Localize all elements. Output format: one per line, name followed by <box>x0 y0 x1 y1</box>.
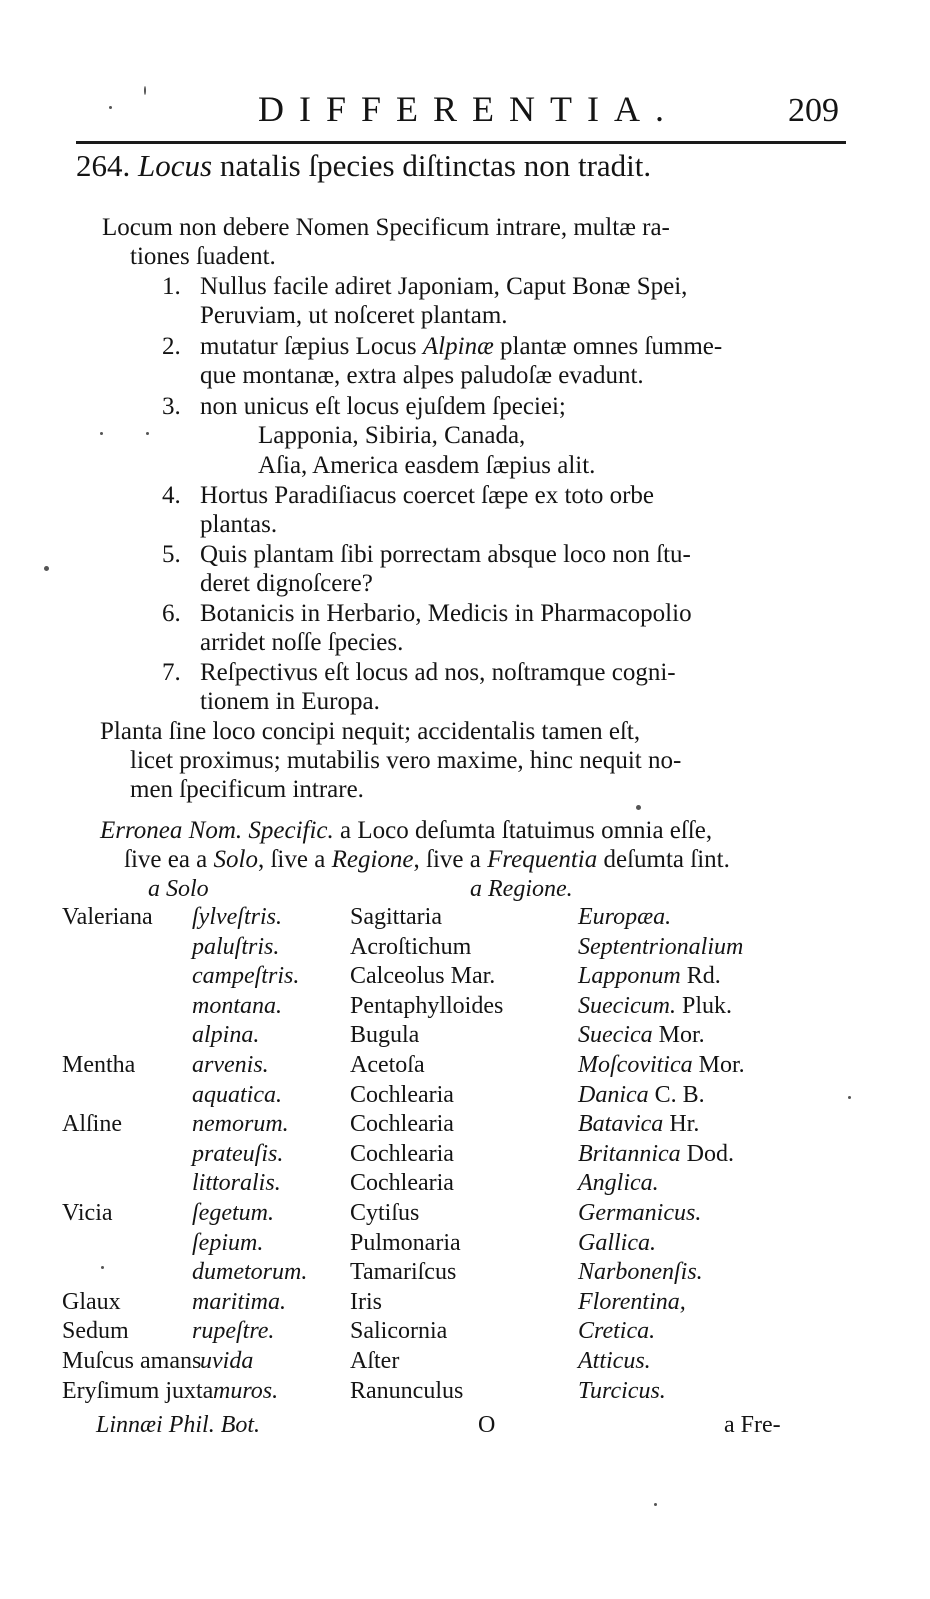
plant-cell: Cytiſus <box>350 1200 420 1226</box>
plant-cell: Calceolus Mar. <box>350 963 496 989</box>
region-epithet-cell: Gallica. <box>578 1230 656 1256</box>
plant-cell: Ranunculus <box>350 1378 464 1404</box>
region-epithet-cell: Turcicus. <box>578 1378 666 1404</box>
genus-cell: Vicia <box>62 1200 113 1226</box>
region-epithet-cell: Lapponum Rd. <box>578 963 721 989</box>
solo-epithet-cell: prateuſis. <box>192 1141 284 1167</box>
plant-cell: Sagittaria <box>350 904 442 930</box>
plant-cell: Tamariſcus <box>350 1259 457 1285</box>
solo-epithet-cell: rupeſtre. <box>192 1318 275 1344</box>
region-epithet-cell: Atticus. <box>578 1348 651 1374</box>
reason-line: Hortus Paradiſiacus coercet ſæpe ex toto orbe <box>200 482 655 509</box>
section-number: 264. <box>76 148 131 183</box>
region-epithet-cell: Danica C. B. <box>578 1082 705 1108</box>
reason-number: 4. <box>162 482 181 509</box>
solo-epithet-cell: dumetorum. <box>192 1259 308 1285</box>
table-head-regione: a Regione. <box>470 876 573 902</box>
solo-epithet-cell: ſegetum. <box>192 1200 274 1226</box>
plant-cell: Iris <box>350 1289 382 1315</box>
solo-epithet-cell: muros. <box>213 1378 279 1404</box>
ink-speck <box>654 1503 657 1506</box>
plant-cell: Cochlearia <box>350 1082 454 1108</box>
solo-epithet-cell: campeſtris. <box>192 963 300 989</box>
genus-cell: Muſcus amans <box>62 1348 202 1374</box>
signature: Linnæi Phil. Bot. <box>96 1412 261 1438</box>
region-epithet-cell: Anglica. <box>578 1170 659 1196</box>
reason-line: Peruviam, ut noſceret plantam. <box>200 302 508 329</box>
solo-epithet-cell: maritima. <box>192 1289 287 1315</box>
erronea-line-1: Erronea Nom. Specific. a Loco deſumta ſtatuimus omnia eſſe, <box>100 817 713 844</box>
region-epithet-cell: Moſcovitica Mor. <box>578 1052 745 1078</box>
solo-epithet-cell: arvenis. <box>192 1052 269 1078</box>
reason-line: Quis plantam ſibi porrectam absque loco non ſtu- <box>200 541 691 568</box>
reason-number: 7. <box>162 659 181 686</box>
ink-speck <box>144 86 146 95</box>
genus-cell: Mentha <box>62 1052 136 1078</box>
page-number: 209 <box>788 92 839 129</box>
running-head: DIFFERENTIA. <box>258 89 679 129</box>
section-rest: natalis ſpecies diſtinctas non tradit. <box>212 148 652 183</box>
reason-number: 6. <box>162 600 181 627</box>
plant-cell: Pentaphylloides <box>350 993 504 1019</box>
reason-number: 5. <box>162 541 181 568</box>
reason-number: 2. <box>162 333 181 360</box>
plant-cell: Cochlearia <box>350 1170 454 1196</box>
plant-cell: Pulmonaria <box>350 1230 461 1256</box>
ink-speck <box>100 432 103 435</box>
plant-cell: Cochlearia <box>350 1111 454 1137</box>
plant-cell: Bugula <box>350 1022 420 1048</box>
section-term: Locus <box>138 148 213 183</box>
intro-line-2: tiones ſuadent. <box>130 243 276 270</box>
region-epithet-cell: Florentina, <box>578 1289 686 1315</box>
genus-cell: Alſine <box>62 1111 122 1137</box>
region-epithet-cell: Suecica Mor. <box>578 1022 705 1048</box>
reason-number: 1. <box>162 273 181 300</box>
reason-line: Botanicis in Herbario, Medicis in Pharmacopolio <box>200 600 692 627</box>
solo-epithet-cell: littoralis. <box>192 1170 281 1196</box>
genus-cell: Glaux <box>62 1289 121 1315</box>
signature-mark: O <box>478 1412 496 1438</box>
region-epithet-cell: Europæa. <box>578 904 672 930</box>
region-epithet-cell: Suecicum. Pluk. <box>578 993 732 1019</box>
region-epithet-cell: Septentrionalium <box>578 934 744 960</box>
ink-speck <box>109 106 112 109</box>
solo-epithet-cell: uvida <box>200 1348 254 1374</box>
plant-cell: Acetoſa <box>350 1052 425 1078</box>
catchword: a Fre- <box>724 1412 781 1438</box>
intro-line-1: Locum non debere Nomen Specificum intrare, multæ ra- <box>102 214 670 241</box>
solo-epithet-cell: ſylveſtris. <box>192 904 282 930</box>
ink-speck <box>636 805 641 810</box>
conclusion-line: Planta ſine loco concipi nequit; accidentalis tamen eſt, <box>100 718 641 745</box>
reason-line: tionem in Europa. <box>200 688 380 715</box>
genus-cell: Sedum <box>62 1318 129 1344</box>
header-rule <box>76 141 846 144</box>
plant-cell: Salicornia <box>350 1318 448 1344</box>
ink-speck <box>44 566 49 571</box>
plant-cell: Acroſtichum <box>350 934 472 960</box>
table-head-solo: a Solo <box>148 876 209 902</box>
reason-line: non unicus eſt locus ejuſdem ſpeciei; <box>200 393 566 420</box>
genus-cell: Valeriana <box>62 904 153 930</box>
reason-line: Reſpectivus eſt locus ad nos, noſtramque cogni- <box>200 659 676 686</box>
reason-line: Lapponia, Sibiria, Canada, <box>258 422 526 449</box>
region-epithet-cell: Narbonenſis. <box>578 1259 703 1285</box>
ink-speck <box>101 1266 104 1269</box>
reason-line: que montanæ, extra alpes paludoſæ evadunt. <box>200 362 644 389</box>
region-epithet-cell: Germanicus. <box>578 1200 702 1226</box>
reason-number: 3. <box>162 393 181 420</box>
reason-line: mutatur ſæpius Locus Alpinæ plantæ omnes ſumme- <box>200 333 723 360</box>
conclusion-line: licet proximus; mutabilis vero maxime, hinc nequit no- <box>130 747 682 774</box>
solo-epithet-cell: alpina. <box>192 1022 260 1048</box>
reason-line: Aſia, America easdem ſæpius alit. <box>258 452 596 479</box>
reason-line: plantas. <box>200 511 278 538</box>
solo-epithet-cell: paluſtris. <box>192 934 280 960</box>
section-heading <box>76 148 651 184</box>
genus-cell: Eryſimum juxta <box>62 1378 214 1404</box>
erronea-line-2: ſive ea a Solo, ſive a Regione, ſive a Frequentia deſumta ſint. <box>124 846 730 873</box>
solo-epithet-cell: montana. <box>192 993 282 1019</box>
region-epithet-cell: Cretica. <box>578 1318 656 1344</box>
region-epithet-cell: Britannica Dod. <box>578 1141 734 1167</box>
reason-line: arridet noſſe ſpecies. <box>200 629 404 656</box>
solo-epithet-cell: aquatica. <box>192 1082 282 1108</box>
ink-speck <box>146 432 149 435</box>
reason-line: deret dignoſcere? <box>200 570 373 597</box>
region-epithet-cell: Batavica Hr. <box>578 1111 700 1137</box>
conclusion-line: men ſpecificum intrare. <box>130 776 364 803</box>
solo-epithet-cell: ſepium. <box>192 1230 264 1256</box>
reason-line: Nullus facile adiret Japoniam, Caput Bonæ Spei, <box>200 273 688 300</box>
ink-speck <box>848 1096 851 1099</box>
plant-cell: Aſter <box>350 1348 400 1374</box>
plant-cell: Cochlearia <box>350 1141 454 1167</box>
solo-epithet-cell: nemorum. <box>192 1111 289 1137</box>
